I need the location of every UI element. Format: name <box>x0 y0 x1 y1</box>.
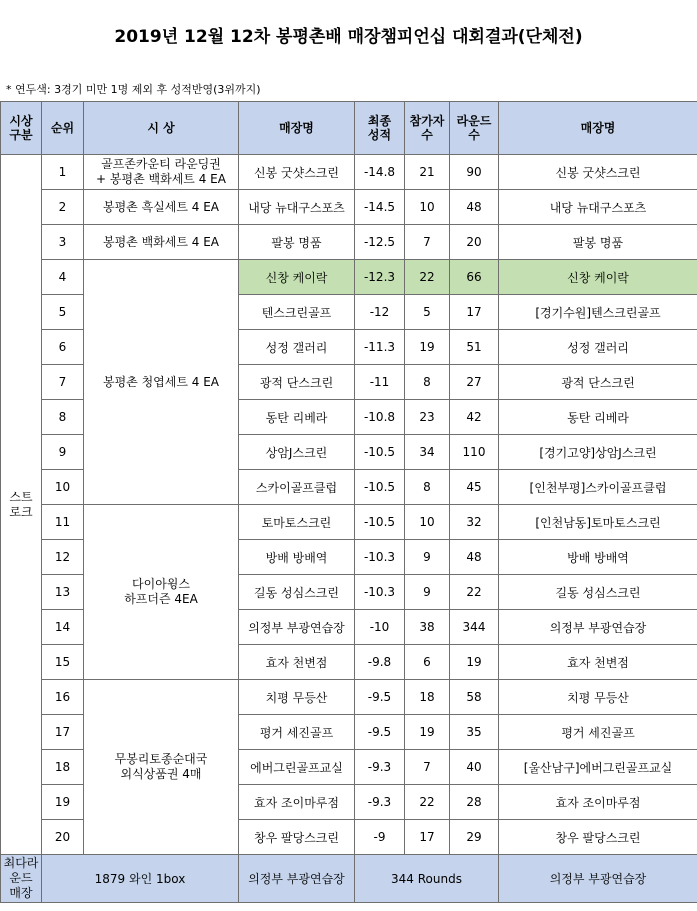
prize-cell: 다이아윙스 하프더즌 4EA <box>84 505 239 680</box>
rank-cell: 10 <box>42 470 84 505</box>
score-cell: -9.3 <box>355 785 405 820</box>
header-store-full: 매장명 <box>499 102 697 155</box>
store-cell: 상암J스크린 <box>239 435 355 470</box>
table-row <box>1 225 697 260</box>
participants-cell: 8 <box>405 365 450 400</box>
store-full-cell: 평거 세진골프 <box>499 715 697 750</box>
store-full-cell: 효자 조이마루점 <box>499 785 697 820</box>
rank-cell: 6 <box>42 330 84 365</box>
score-cell: -10.5 <box>355 470 405 505</box>
rank-cell: 5 <box>42 295 84 330</box>
rank-cell: 15 <box>42 645 84 680</box>
rank-cell: 13 <box>42 575 84 610</box>
participants-cell: 7 <box>405 750 450 785</box>
rounds-cell: 58 <box>450 680 499 715</box>
rounds-cell: 66 <box>450 260 499 295</box>
rounds-cell: 51 <box>450 330 499 365</box>
table-row <box>1 190 697 225</box>
rank-cell: 19 <box>42 785 84 820</box>
score-cell: -10 <box>355 610 405 645</box>
store-full-cell: [인천남동]토마토스크린 <box>499 505 697 540</box>
rank-cell: 3 <box>42 225 84 260</box>
store-cell: 토마토스크린 <box>239 505 355 540</box>
rank-cell: 20 <box>42 820 84 855</box>
legend-note: * 연두색: 3경기 미만 1명 제외 후 성적반영(3위까지) <box>6 83 261 96</box>
rank-cell: 14 <box>42 610 84 645</box>
score-cell: -9 <box>355 820 405 855</box>
rounds-cell: 45 <box>450 470 499 505</box>
store-cell: 성정 갤러리 <box>239 330 355 365</box>
rounds-cell: 40 <box>450 750 499 785</box>
rounds-cell: 344 <box>450 610 499 645</box>
store-cell: 효자 조이마루점 <box>239 785 355 820</box>
participants-cell: 9 <box>405 540 450 575</box>
table-row <box>1 155 697 190</box>
score-cell: -11.3 <box>355 330 405 365</box>
store-full-cell: 팔봉 명품 <box>499 225 697 260</box>
rank-cell: 18 <box>42 750 84 785</box>
store-full-cell: [인천부평]스카이골프클럽 <box>499 470 697 505</box>
store-cell: 길동 성심스크린 <box>239 575 355 610</box>
score-cell: -10.3 <box>355 575 405 610</box>
header-store: 매장명 <box>239 102 355 155</box>
score-cell: -12.3 <box>355 260 405 295</box>
score-cell: -12 <box>355 295 405 330</box>
store-full-cell: 신봉 굿샷스크린 <box>499 155 697 190</box>
store-cell: 스카이골프클럽 <box>239 470 355 505</box>
store-full-cell: [울산남구]에버그린골프교실 <box>499 750 697 785</box>
store-full-cell: 길동 성심스크린 <box>499 575 697 610</box>
page-title: 2019년 12월 12차 봉평촌배 매장챔피언십 대회결과(단체전) <box>114 27 583 47</box>
score-cell: -14.5 <box>355 190 405 225</box>
header-final-score: 최종 성적 <box>355 102 405 155</box>
participants-cell: 18 <box>405 680 450 715</box>
rounds-cell: 29 <box>450 820 499 855</box>
header-rank: 순위 <box>42 102 84 155</box>
participants-cell: 38 <box>405 610 450 645</box>
store-cell: 텐스크린골프 <box>239 295 355 330</box>
header-row <box>1 102 697 155</box>
participants-cell: 22 <box>405 260 450 295</box>
footer-store-full: 의정부 부광연습장 <box>499 855 697 903</box>
participants-cell: 22 <box>405 785 450 820</box>
rounds-cell: 42 <box>450 400 499 435</box>
store-cell: 동탄 리베라 <box>239 400 355 435</box>
score-cell: -12.5 <box>355 225 405 260</box>
rank-cell: 17 <box>42 715 84 750</box>
rank-cell: 16 <box>42 680 84 715</box>
rounds-cell: 90 <box>450 155 499 190</box>
prize-cell: 봉평촌 청엽세트 4 EA <box>84 260 239 505</box>
rounds-cell: 48 <box>450 190 499 225</box>
participants-cell: 10 <box>405 190 450 225</box>
rank-cell: 4 <box>42 260 84 295</box>
table-row <box>1 680 697 715</box>
rounds-cell: 32 <box>450 505 499 540</box>
store-full-cell: [경기고양]상암J스크린 <box>499 435 697 470</box>
rank-cell: 11 <box>42 505 84 540</box>
store-full-cell: 창우 팔당스크린 <box>499 820 697 855</box>
store-cell: 의정부 부광연습장 <box>239 610 355 645</box>
store-full-cell: 성정 갤러리 <box>499 330 697 365</box>
store-cell: 팔봉 명품 <box>239 225 355 260</box>
store-cell: 내당 뉴대구스포츠 <box>239 190 355 225</box>
store-cell: 신봉 굿샷스크린 <box>239 155 355 190</box>
store-cell: 광적 단스크린 <box>239 365 355 400</box>
rounds-cell: 19 <box>450 645 499 680</box>
participants-cell: 17 <box>405 820 450 855</box>
store-cell: 창우 팔당스크린 <box>239 820 355 855</box>
score-cell: -11 <box>355 365 405 400</box>
score-cell: -10.5 <box>355 435 405 470</box>
rank-cell: 1 <box>42 155 84 190</box>
store-full-cell: 의정부 부광연습장 <box>499 610 697 645</box>
rank-cell: 12 <box>42 540 84 575</box>
results-table <box>0 101 697 903</box>
participants-cell: 8 <box>405 470 450 505</box>
participants-cell: 7 <box>405 225 450 260</box>
header-rounds: 라운드 수 <box>450 102 499 155</box>
prize-cell: 봉평촌 흑실세트 4 EA <box>84 190 239 225</box>
rounds-cell: 20 <box>450 225 499 260</box>
store-cell: 신창 케이락 <box>239 260 355 295</box>
table-row <box>1 505 697 540</box>
participants-cell: 6 <box>405 645 450 680</box>
footer-row <box>1 855 697 903</box>
score-cell: -9.5 <box>355 680 405 715</box>
score-cell: -10.3 <box>355 540 405 575</box>
footer-prize: 1879 와인 1box <box>42 855 239 903</box>
store-cell: 치평 무등산 <box>239 680 355 715</box>
store-full-cell: 방배 방배역 <box>499 540 697 575</box>
rounds-cell: 22 <box>450 575 499 610</box>
participants-cell: 10 <box>405 505 450 540</box>
store-full-cell: 광적 단스크린 <box>499 365 697 400</box>
header-participants: 참가자 수 <box>405 102 450 155</box>
rounds-cell: 27 <box>450 365 499 400</box>
store-full-cell: 치평 무등산 <box>499 680 697 715</box>
rank-cell: 7 <box>42 365 84 400</box>
store-full-cell: [경기수원]텐스크린골프 <box>499 295 697 330</box>
participants-cell: 5 <box>405 295 450 330</box>
score-cell: -14.8 <box>355 155 405 190</box>
header-prize: 시 상 <box>84 102 239 155</box>
footer-label: 최다라운드 매장 <box>1 855 42 903</box>
participants-cell: 19 <box>405 330 450 365</box>
category-cell: 스트 로크 <box>1 155 42 855</box>
store-full-cell: 효자 천변점 <box>499 645 697 680</box>
store-full-cell: 신창 케이락 <box>499 260 697 295</box>
prize-cell: 무봉리토종순대국 외식상품권 4매 <box>84 680 239 855</box>
score-cell: -9.3 <box>355 750 405 785</box>
store-cell: 에버그린골프교실 <box>239 750 355 785</box>
store-full-cell: 동탄 리베라 <box>499 400 697 435</box>
prize-cell: 봉평촌 백화세트 4 EA <box>84 225 239 260</box>
rank-cell: 2 <box>42 190 84 225</box>
rounds-cell: 35 <box>450 715 499 750</box>
score-cell: -10.5 <box>355 505 405 540</box>
store-cell: 방배 방배역 <box>239 540 355 575</box>
footer-store: 의정부 부광연습장 <box>239 855 355 903</box>
store-cell: 효자 천변점 <box>239 645 355 680</box>
store-full-cell: 내당 뉴대구스포츠 <box>499 190 697 225</box>
participants-cell: 9 <box>405 575 450 610</box>
rounds-cell: 28 <box>450 785 499 820</box>
prize-cell: 골프존카운티 라운딩권 + 봉평촌 백화세트 4 EA <box>84 155 239 190</box>
participants-cell: 34 <box>405 435 450 470</box>
table-row <box>1 260 697 295</box>
rounds-cell: 110 <box>450 435 499 470</box>
footer-rounds: 344 Rounds <box>355 855 499 903</box>
header-category: 시상 구분 <box>1 102 42 155</box>
rounds-cell: 48 <box>450 540 499 575</box>
score-cell: -10.8 <box>355 400 405 435</box>
participants-cell: 21 <box>405 155 450 190</box>
score-cell: -9.8 <box>355 645 405 680</box>
participants-cell: 19 <box>405 715 450 750</box>
rank-cell: 9 <box>42 435 84 470</box>
rounds-cell: 17 <box>450 295 499 330</box>
score-cell: -9.5 <box>355 715 405 750</box>
participants-cell: 23 <box>405 400 450 435</box>
rank-cell: 8 <box>42 400 84 435</box>
store-cell: 평거 세진골프 <box>239 715 355 750</box>
